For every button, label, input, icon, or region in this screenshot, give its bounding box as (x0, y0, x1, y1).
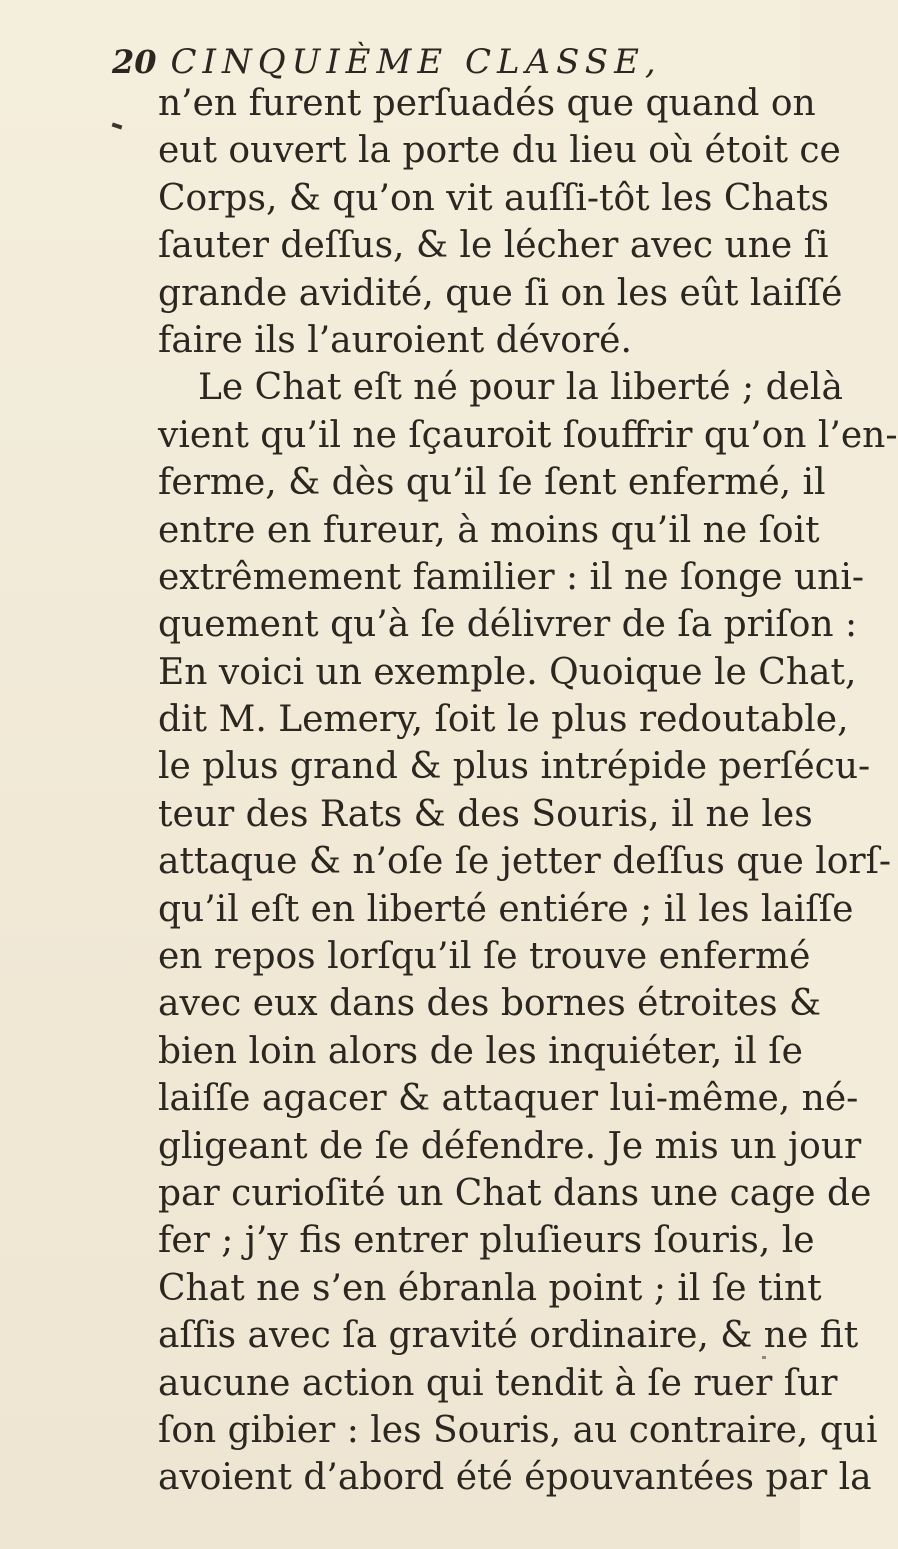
text-line: dit M. Lemery, ſoit le plus redoutable, (158, 699, 849, 741)
text-line: extrêmement familier : il ne ſonge uni- (158, 556, 864, 598)
text-line: avoient d’abord été épouvantées par la (158, 1457, 872, 1499)
text-line: vient qu’il ne ſçauroit ſouffrir qu’on l’en- (158, 414, 898, 456)
paper-speck (762, 1356, 766, 1359)
text-line: le plus grand & plus intrépide perſécu- (158, 746, 871, 788)
text-line: entre en fureur, à moins qu’il ne ſoit (158, 509, 820, 551)
paragraph-start-line: Le Chat eſt né pour la liberté ; delà (198, 367, 843, 409)
text-line: gligeant de ſe défendre. Je mis un jour (158, 1125, 862, 1167)
text-line: aſſis avec ſa gravité ordinaire, & ne fit (158, 1315, 859, 1357)
text-line: eut ouvert la porte du lieu où étoit ce (158, 130, 841, 172)
text-line: quement qu’à ſe délivrer de ſa priſon : (158, 604, 858, 646)
text-line: teur des Rats & des Souris, il ne les (158, 793, 813, 835)
text-line: laiſſe agacer & attaquer lui-même, né- (158, 1078, 859, 1120)
text-line: qu’il eſt en liberté entiére ; il les laiſſe (158, 888, 854, 930)
text-line: grande avidité, que ſi on les eût laiſſé (158, 272, 843, 314)
text-line: Corps, & qu’on vit auſſi-tôt les Chats (158, 177, 829, 219)
page-number: 20 (112, 43, 157, 81)
text-line: fer ; j’y fis entrer pluſieurs ſouris, le (158, 1220, 815, 1262)
text-line: bien loin alors de les inquiéter, il ſe (158, 1030, 803, 1072)
text-line: n’en furent perſuadés que quand on (158, 83, 816, 124)
text-line: faire ils l’auroient dévoré. (158, 319, 632, 361)
text-line: avec eux dans des bornes étroites & (158, 983, 822, 1025)
text-line: attaque & n’oſe ſe jetter deſſus que lorſ- (158, 841, 892, 883)
text-line: ſon gibier : les Souris, au contraire, qui (158, 1409, 878, 1451)
text-line: ſauter deſſus, & le lécher avec une ſi (158, 225, 829, 267)
text-line: ferme, & dès qu’il ſe ſent enfermé, il (158, 462, 826, 504)
text-line: Chat ne s’en ébranla point ; il ſe tint (158, 1267, 822, 1309)
text-line: aucune action qui tendit à ſe ruer ſur (158, 1362, 838, 1404)
running-head: CINQUIÈME CLASSE, (170, 42, 662, 82)
text-line: En voici un exemple. Quoique le Chat, (158, 651, 857, 693)
margin-mark (112, 123, 123, 130)
text-line: par curioſité un Chat dans une cage de (158, 1172, 872, 1214)
text-line: en repos lorſqu’il ſe trouve enfermé (158, 936, 811, 978)
body-text (158, 80, 898, 1502)
